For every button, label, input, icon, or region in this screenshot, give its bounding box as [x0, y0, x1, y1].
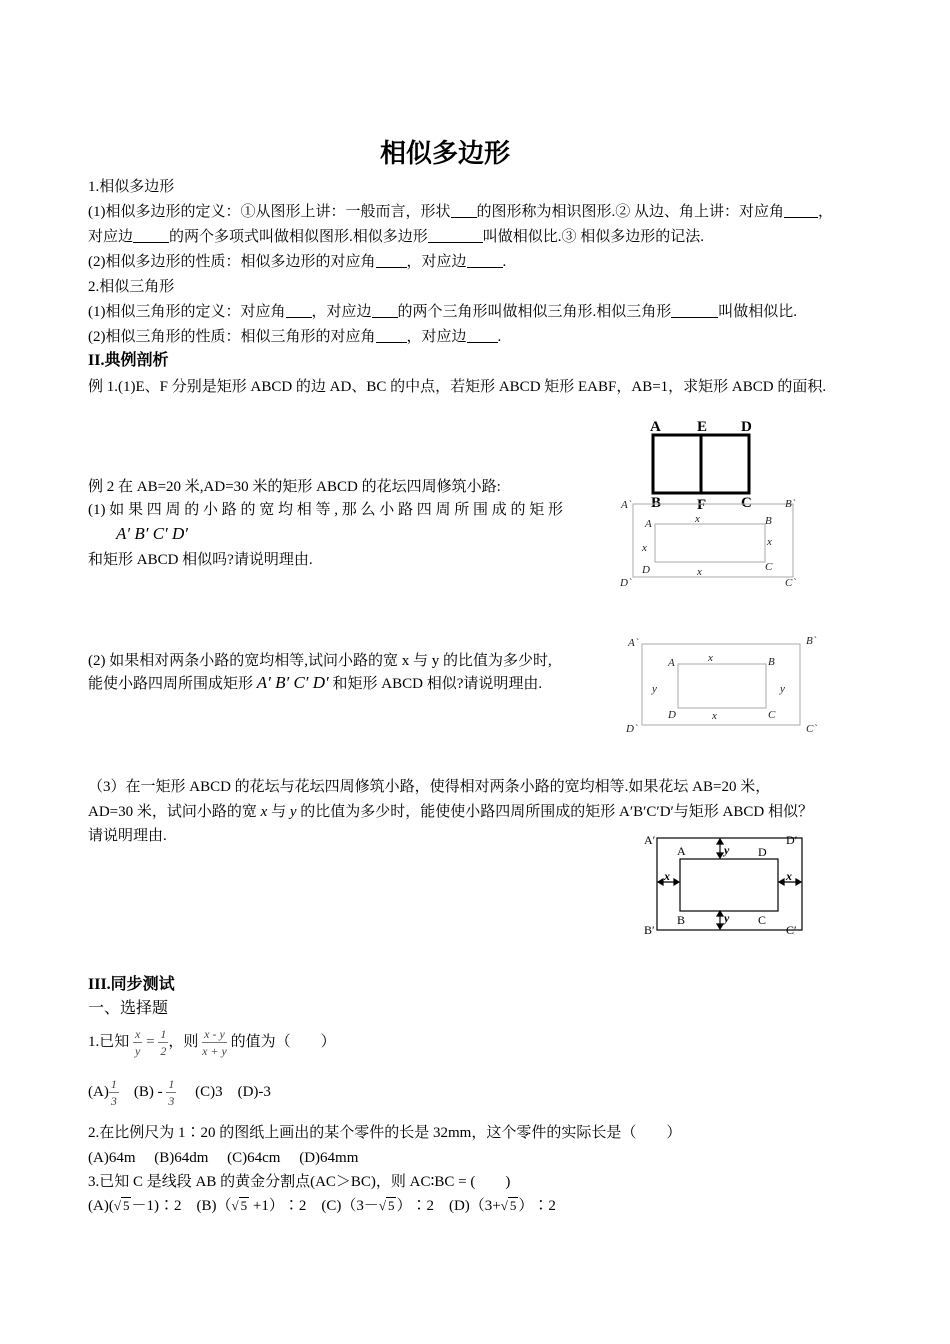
text: (1)相似多边形的定义：①从图形上讲：一般而言，形状 — [88, 204, 451, 220]
label-a: A — [677, 844, 686, 858]
text: ，则 — [168, 1034, 199, 1050]
label-c: C — [741, 495, 752, 511]
fraction-one-third: $\frac{1}{3}$ — [110, 1077, 117, 1109]
example-2-q1-cont: 和矩形 ABCD 相似吗?请说明理由. — [88, 552, 313, 568]
label-b: B — [651, 495, 662, 511]
option-a: (A) — [88, 1084, 109, 1100]
label-d: D — [758, 845, 767, 859]
text: 的两个三角形叫做相似三角形.相似三角形 — [397, 304, 672, 320]
math-rect-label: A′ B′ C′ D′ — [116, 524, 189, 543]
text: . — [497, 329, 502, 345]
option-c: (C)3 — [195, 1084, 223, 1100]
label-a-prime: A` — [628, 637, 639, 649]
text: 和矩形 ABCD 相似?请说明理由. — [332, 676, 543, 692]
label-y-top: y — [724, 843, 730, 857]
sqrt-5: 5 — [387, 1198, 395, 1213]
fraction-one-third: $\frac{1}{3}$ — [168, 1077, 175, 1109]
text: 与 — [267, 804, 290, 820]
text: 的图形称为相识图形.② 从边、角上讲：对应角 — [476, 204, 785, 220]
text: ，对应边 — [406, 254, 467, 270]
label-y-left: y — [652, 683, 657, 695]
text: －1)∶2 (B)（ — [131, 1198, 232, 1214]
subsection-heading: 一、选择题 — [88, 1000, 169, 1017]
text: ）∶2 — [518, 1198, 556, 1214]
text: 能使小路四周所围成矩形 — [88, 676, 254, 692]
fill-blank[interactable] — [671, 303, 718, 318]
label-a: A — [650, 419, 661, 435]
label-a: A — [645, 518, 652, 530]
label-b: B — [765, 515, 772, 527]
text: +1）∶2 (C)（3－ — [249, 1198, 379, 1214]
paragraph — [88, 327, 501, 347]
figure-path-equal-width — [615, 492, 810, 592]
text: 的两个多项式叫做相似图形.相似多边形 — [169, 229, 428, 245]
paragraph — [88, 302, 797, 322]
text: 对应边 — [88, 229, 134, 245]
label-y-right: y — [780, 683, 785, 695]
question-3-options: (A)(√ 5 －1)∶2 (B)（√ 5 +1）∶2 (C)（3－√ 5 ）∶2 (D)（3+√ 5 ）∶2 — [88, 1198, 556, 1214]
text: (1)相似三角形的定义：对应角 — [88, 304, 286, 320]
label-c-prime: C′ — [786, 923, 797, 937]
page-title: 相似多边形 — [379, 139, 510, 169]
paragraph — [88, 252, 506, 272]
paragraph — [88, 202, 833, 222]
fill-blank[interactable] — [451, 203, 477, 218]
figure-path-xy-width — [620, 628, 830, 738]
label-b: B — [768, 656, 775, 668]
label-d-prime: D` — [620, 577, 632, 589]
label-x-top: x — [708, 652, 713, 664]
label-b-prime: B` — [806, 635, 817, 647]
equals-sign: = — [146, 1034, 155, 1050]
figure-garden-path — [640, 830, 815, 940]
text: 叫做相似比. — [718, 304, 798, 320]
example-3-line2 — [88, 802, 813, 822]
label-x-right: x — [786, 869, 792, 883]
label-a-prime: A′ — [644, 833, 656, 847]
fill-blank[interactable] — [133, 228, 169, 243]
question-3: 3.已知 C 是线段 AB 的黄金分割点(AC＞BC)，则 AC∶BC = ( ) — [88, 1174, 511, 1190]
fill-blank[interactable] — [467, 328, 498, 343]
label-d: D — [642, 564, 650, 576]
example-2-q1: (1) 如 果 四 周 的 小 路 的 宽 均 相 等 , 那 么 小 路 四 周 所 围 成 的 矩 形 — [88, 502, 563, 518]
sqrt-5: 5 — [240, 1198, 248, 1213]
label-f: F — [697, 497, 707, 513]
text: 的比值为多少时，能使使小路四周所围成的矩形 A′B′C′D′与矩形 ABCD 相似？ — [296, 804, 813, 820]
example-3-line3: 请说明理由. — [88, 828, 167, 844]
var-x: x — [260, 804, 268, 820]
fill-blank[interactable] — [286, 303, 312, 318]
text: 的值为（ ） — [230, 1034, 336, 1050]
sqrt-5: 5 — [509, 1198, 517, 1213]
label-x-left: x — [664, 869, 670, 883]
paragraph — [88, 227, 704, 247]
label-y-bottom: y — [724, 911, 730, 925]
label-c-prime: C` — [785, 577, 796, 589]
text: . — [502, 254, 507, 270]
fraction-expression: $\frac{x - y}{x + y}$ — [202, 1027, 227, 1059]
text: ，对应边 — [311, 304, 372, 320]
text: ）∶2 (D)（3+ — [396, 1198, 501, 1214]
label-x-top: x — [695, 513, 700, 525]
label-x-left: x — [642, 542, 647, 554]
var-y: y — [289, 804, 297, 820]
sqrt-5: 5 — [122, 1198, 130, 1213]
text: (A)( — [88, 1198, 114, 1214]
fill-blank[interactable] — [372, 303, 398, 318]
example-2-q2-cont — [88, 673, 542, 694]
example-1: 例 1.(1)E、F 分别是矩形 ABCD 的边 AD、BC 的中点，若矩形 ABCD 矩形 EABF，AB=1，求矩形 ABCD 的面积. — [88, 379, 827, 395]
text: 1.已知 — [88, 1034, 130, 1050]
question-2: 2.在比例尺为 1∶20 的图纸上画出的某个零件的长是 32mm，这个零件的实际长是（ ） — [88, 1125, 682, 1141]
label-e: E — [697, 419, 708, 435]
label-x-right: x — [767, 536, 772, 548]
section-heading: II.典例剖析 — [88, 352, 169, 369]
fraction-one-half: $\frac{1}{2}$ — [160, 1027, 167, 1059]
label-d: D — [668, 709, 676, 721]
text: ，对应边 — [406, 329, 467, 345]
label-c: C — [768, 709, 776, 721]
math-rect-label: A′ B′ C′ D′ — [256, 673, 329, 692]
label-d: D — [741, 419, 752, 435]
section-heading: III.同步测试 — [88, 976, 175, 993]
option-d: (D)-3 — [237, 1084, 271, 1100]
label-c-prime: C` — [806, 723, 817, 735]
question-1-options — [88, 1072, 271, 1116]
label-c: C — [765, 561, 773, 573]
text: (2)相似三角形的性质：相似三角形的对应角 — [88, 329, 376, 345]
label-d-prime: D` — [626, 723, 638, 735]
text: (2)相似多边形的性质：相似多边形的对应角 — [88, 254, 376, 270]
label-x-bottom: x — [712, 710, 717, 722]
text: ， — [818, 204, 834, 220]
example-2-q2: (2) 如果相对两条小路的宽均相等,试问小路的宽 x 与 y 的比值为多少时, — [88, 653, 552, 669]
option-b: (B) - — [133, 1084, 163, 1100]
fill-blank[interactable] — [428, 228, 483, 243]
text: 叫做相似比.③ 相似多边形的记法. — [482, 229, 705, 245]
fill-blank[interactable] — [467, 253, 503, 268]
label-x-bottom: x — [697, 566, 702, 578]
text: AD=30 米，试问小路的宽 — [88, 804, 261, 820]
fill-blank[interactable] — [376, 253, 407, 268]
label-b-prime: B` — [785, 498, 796, 510]
label-a: A — [668, 657, 675, 669]
label-b-prime: B′ — [644, 923, 655, 937]
label-c: C — [758, 913, 767, 927]
fill-blank[interactable] — [376, 328, 407, 343]
label-d-prime: D′ — [786, 833, 798, 847]
fill-blank[interactable] — [784, 203, 818, 218]
example-2-intro: 例 2 在 AB=20 米,AD=30 米的矩形 ABCD 的花坛四周修筑小路: — [88, 479, 501, 495]
label-b: B — [677, 913, 686, 927]
fraction-x-over-y: $\frac{x}{y}$ — [135, 1027, 141, 1059]
section-heading: 2.相似三角形 — [88, 279, 175, 295]
label-a-prime: A` — [621, 499, 632, 511]
question-2-options: (A)64m (B)64dm (C)64cm (D)64mm — [88, 1150, 359, 1166]
question-1 — [88, 1022, 336, 1066]
example-3-line1: （3）在一矩形 ABCD 的花坛与花坛四周修筑小路，使得相对两条小路的宽均相等.如果花坛 AB=20 米， — [88, 779, 771, 795]
section-heading: 1.相似多边形 — [88, 179, 175, 195]
